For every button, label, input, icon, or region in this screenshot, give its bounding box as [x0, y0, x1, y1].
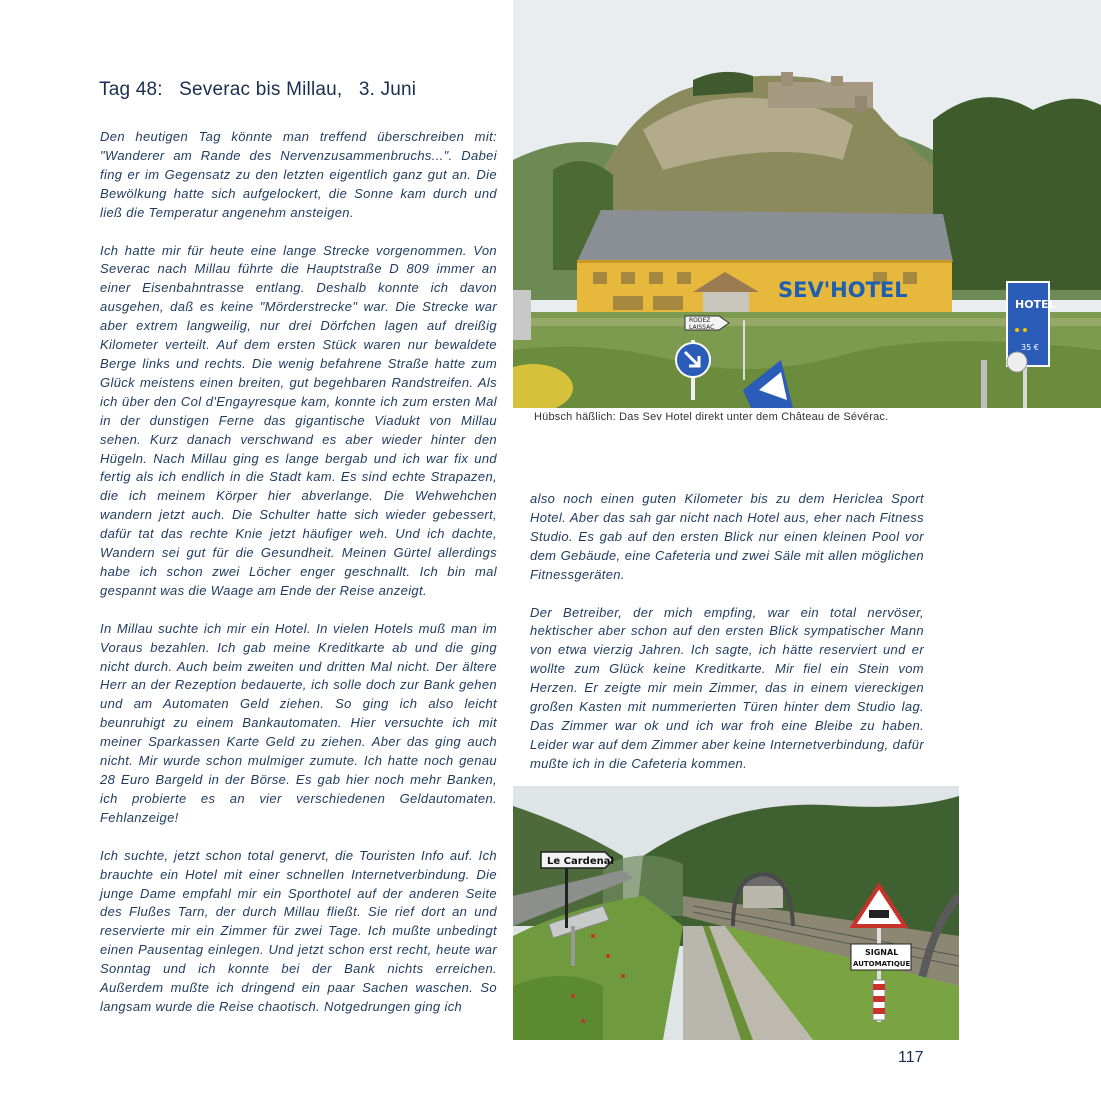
hotel-photo: [513, 0, 1101, 408]
road-sign-laissac: LAISSAC: [689, 324, 715, 331]
photo-caption: Hübsch häßlich: Das Sev Hotel direkt unter dem Château de Sévérac.: [534, 411, 889, 423]
page-number: 117: [898, 1049, 924, 1066]
signal-sign-line2: AUTOMATIQUE: [853, 960, 911, 968]
paragraph: also noch einen guten Kilometer bis zu dem Hericlea Sport Hotel. Aber das sah gar nicht nach Hotel aus, eher nach Fitness Studio. Es gab auf den ersten Blick nur einen kleinen Pool vor dem Gebäude, eine Cafeteria und zwei Säle mit allen möglichen Fitnessgeräten.: [530, 491, 924, 582]
page-title: Tag 48: Severac bis Millau, 3. Juni: [99, 79, 417, 100]
paragraph: In Millau suchte ich mir ein Hotel. In vielen Hotels muß man im Voraus bezahlen. Ich gab meine Kreditkarte ab und die ging nicht durch. Auch beim zweiten und dritten Mal nicht. Der ältere Herr an der Rezeption bedauerte, ich solle doch zur Bank gehen und am Automaten Geld ziehen. So ging ich also leicht beunruhigt zu einem Bankautomaten. Hier versuchte ich mit meiner Sparkassen Karte Geld zu ziehen. Aber das ging auch nicht. Mir wurde schon mulmiger zumute. Ich hatte noch genau 28 Euro Bargeld in der Börse. Es gab hier noch mehr Banken, ich probierte es an vier verschiedenen Geldautomaten. Fehlanzeige!: [100, 620, 497, 825]
left-column: [100, 128, 497, 1036]
paragraph: Der Betreiber, der mich empfing, war ein total nervöser, hektischer aber schon auf den ersten Blick sympatischer Mann von etwa vierzig Jahren. Ich sagte, ich hätte reserviert und er wollte zum Glück keine Kreditkarte. Mir fiel ein Stein vom Herzen. Er zeigte mir mein Zimmer, das in einem viereckigen großen Kasten mit nummerierten Türen hinter dem Studio lag. Das Zimmer war ok und ich war froh eine Bleibe zu haben. Leider war auf dem Zimmer aber keine Internetverbindung, dafür mußte ich in die Cafeteria kommen.: [530, 604, 924, 771]
hotel-sign: SEV'HOTEL: [778, 278, 908, 302]
direction-sign: Le Cardenal: [547, 856, 614, 867]
paragraph: Ich hatte mir für heute eine lange Strecke vorgenommen. Von Severac nach Millau führte die Hauptstraße D 809 immer an einer Eisenbahntrasse entlang. Deshalb konnte ich davon ausgehen, daß es keine "Mörderstrecke" war. Die Strecke war aber extrem langweilig, nur drei Dörfchen lagen auf dreißig Kilometer verteilt. Auf dem ersten Stück waren nur bewaldete Berge links und rechts. Die wenig befahrene Straße hatte zum Glück meistens einen breiten, gut begehbaren Randstreifen. Als ich über den Col d'Engayresque kam, konnte ich zum ersten Mal in der dunstigen Ferne das gigantische Viadukt von Millau sehen. Kurz danach verschwand es aber wieder hinter den Hügeln. Nach Millau ging es lange bergab und ich war fix und fertig als ich endlich in die Stadt kam. Es sind echte Strapazen, die ich meinem Körper hier abverlange. Die Wehwehchen wandern jetzt auch. Die Schulter hatte sich wieder gebessert, dafür tat das rechte Knie jetzt häufiger weh. Und ich dachte, Wandern sei gut für die Gesundheit. Meinen Gürtel allerdings habe ich schon zwei Löcher enger geschnallt. Ich bin mal gespannt was die Waage am Ende der Reise anzeigt.: [100, 242, 497, 598]
pole-sign-hotel: HOTEL: [1015, 298, 1056, 311]
paragraph: Ich suchte, jetzt schon total genervt, die Touristen Info auf. Ich brauchte ein Hotel mit einer schnellen Internetverbindung. Die junge Dame empfahl mir ein Sporthotel auf der anderen Seite des Flußes Tarn, der durch Millau fließt. Sie rief dort an und reservierte mir ein Zimmer für zwei Tage. Ich mußte unbedingt einen Pausentag einlegen. Und jetzt schon erst recht, heute war Sonntag und ich konnte bei der Bank nichts erreichen. Außerdem mußte ich dringend ein paar Sachen waschen. So langsam wurde die Reise chaotisch. Notgedrungen ging ich: [100, 847, 497, 1014]
pole-sign-price: 35 €: [1021, 343, 1039, 352]
right-column: [530, 490, 924, 793]
signal-sign-line1: SIGNAL: [865, 948, 899, 957]
paragraph: Den heutigen Tag könnte man treffend überschreiben mit: "Wanderer am Rande des Nervenzusammenbruchs...". Dabei fing er im Gegensatz zu den letzten eigentlich ganz gut an. Die Bewölkung hatte sich aufgelockert, die Sonne kam durch und ließ die Temperatur angenehm ansteigen.: [100, 129, 497, 220]
road-sign-rodez: RODEZ: [689, 317, 711, 324]
path-photo: [513, 786, 959, 1040]
